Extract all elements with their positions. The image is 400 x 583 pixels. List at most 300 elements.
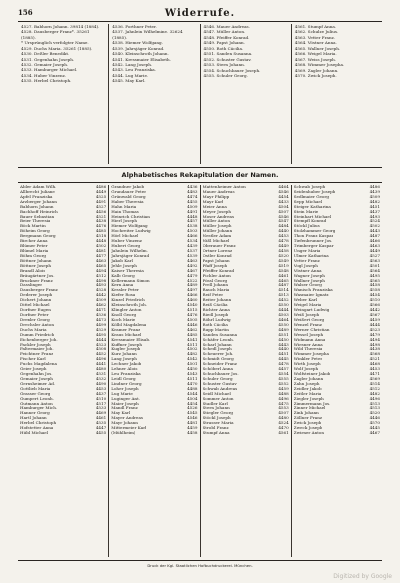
index-number: 4540 [187, 302, 198, 308]
index-name: Dorfner Peter [20, 312, 49, 317]
index-name: Koch Marie [111, 317, 136, 322]
index-name: Wiesner Anna [293, 342, 323, 347]
index-name: Ziegler Joseph [293, 396, 324, 401]
index-number: 4457 [187, 218, 198, 224]
index-number: 4535 [95, 420, 107, 426]
index-name: Böttner Johann [20, 258, 52, 263]
index-number: 4460 [187, 297, 198, 303]
index-name: Kellermann Simon [111, 278, 150, 283]
index-number: 4456 [95, 208, 107, 214]
widerruf-entry: 4530. Deßler Benedikt. [21, 51, 70, 57]
index-number: 4476 [187, 311, 198, 317]
widerruf-entry: 4564. Vöstner Anna. [294, 40, 337, 46]
index-name: Hubert Georg [111, 244, 141, 249]
index-number: 4533 [95, 405, 107, 411]
index-name: Blümel Maria [20, 248, 49, 253]
index-number: 4480 [278, 415, 289, 421]
index-number: 4481 [187, 420, 198, 426]
index-name: Stöckl Julius [293, 224, 320, 229]
index-name: Lug Marie [111, 391, 133, 396]
index-name: Nißl Michael [202, 239, 230, 244]
index-number: 4471 [369, 371, 380, 377]
index-name: Schuchbauer Jos. [202, 372, 239, 377]
index-name: Kleinschroth Joh. [111, 303, 148, 308]
index-name: Kraus Michael [111, 332, 142, 337]
index-name: Allbrecht Juliane [20, 189, 55, 194]
index-name: Gottlieb Maria [20, 386, 51, 391]
index-number: 4444 [369, 321, 380, 327]
index-name: Klingler Anton [111, 308, 142, 313]
index-number: 4567 [369, 311, 380, 317]
widerruf-entry: 4537. Jahnlein Wilhelmine. 32624 (1885). [112, 29, 183, 40]
index-number: 4482 [369, 390, 380, 396]
index-name: Hörl Michael [111, 234, 139, 239]
index-name: Hiemer Wolfgang [111, 224, 148, 229]
index-name: Lehner Alois [111, 367, 138, 372]
index-name: Herbel Christoph [20, 421, 57, 426]
index-name: Papst Johann [202, 258, 230, 263]
index-name: Kressmaier Elisab. [111, 337, 151, 342]
index-number: 4443 [278, 341, 289, 347]
index-name: Weber Karl [293, 298, 318, 303]
index-name: Böhm Georg [20, 253, 47, 258]
index-row [203, 431, 289, 436]
index-name: Seidenhuber Joseph [293, 189, 336, 194]
index-row [111, 431, 197, 436]
index-number: 4539 [187, 252, 198, 258]
index-number: 4484 [278, 223, 289, 229]
index-number: 4511 [187, 375, 198, 381]
widerruf-entry: 4568. Wimmer Josepha. [294, 62, 345, 68]
index-name: Leu Franziska [111, 372, 141, 377]
index-name: Fackler Joseph [20, 342, 51, 347]
index-number: 4453 [369, 366, 380, 372]
index-name: Drexler Georg [20, 317, 50, 322]
widerruf-entry: 4533. Hamburger Michael. [21, 67, 78, 73]
index-name: Mattenheimer Anton [202, 185, 246, 189]
widerrufe-column [109, 24, 200, 164]
index-number: 4440 [278, 228, 289, 234]
index-name: Rupp Martin [202, 327, 229, 332]
section-rule-top [18, 167, 382, 168]
index-name: Wessel Joseph [293, 332, 324, 337]
index-name: Zagler Johann [293, 376, 324, 381]
index-number: 4491 [187, 208, 198, 214]
index-number: 4455 [187, 198, 198, 204]
index-number: 4524 [278, 420, 289, 426]
widerruf-entry: 4570. Zwick Joseph. [294, 73, 337, 79]
index-name: Stadler Karl [202, 401, 228, 406]
index-name: (Mühlheim) [111, 431, 136, 436]
index-name: Riedl Joseph [202, 312, 229, 317]
index-row [294, 431, 380, 436]
index-number: 4458 [187, 430, 198, 436]
index-number: 4478 [278, 238, 289, 244]
index-name: Richter Anna [202, 308, 230, 313]
index-name: Strasser Maria [202, 421, 234, 426]
widerruf-entry: 4529. Duchs Maria. 35261 (1885). [21, 45, 93, 51]
widerruf-entry: 4566. Weigel Maria. [294, 51, 337, 57]
index-number: 4520 [278, 252, 289, 258]
index-number: 4528 [95, 287, 107, 293]
index-name: Beier Theresia [20, 219, 51, 224]
widerruf-entry: 4543. Leu Franziska. [112, 67, 157, 73]
index-name: Trimberger Kaspar [293, 244, 334, 249]
index-number: 4448 [187, 213, 198, 219]
index-name: Gernsheimer Ad. [20, 381, 56, 386]
index-number: 4526 [187, 405, 198, 411]
index-number: 4517 [95, 400, 107, 406]
index-name: Kramer Franz [111, 327, 141, 332]
index-name: Gemaier Joseph [20, 376, 53, 381]
index-number: 4510 [369, 297, 380, 303]
index-name: Kugler Joseph [111, 347, 141, 352]
index-name: Steiger Katharina [293, 204, 331, 209]
index-number: 4465 [278, 277, 289, 283]
widerruf-entry: 4539. Jahrsjäger Konrad. [112, 45, 165, 51]
index-number: 4493 [95, 282, 107, 288]
widerruf-entry: 4561. Stumpf Anna. [294, 24, 337, 29]
index-name: Pichler Anton [202, 273, 231, 278]
index-name: Reiß Cäcilia [202, 303, 228, 308]
index-name: Jakob Karl [111, 258, 133, 263]
index-name: Maier Joseph [111, 401, 139, 406]
index-number: 4553 [278, 405, 289, 411]
index-name: Wolf Joseph [293, 367, 319, 372]
index-number: 4511 [187, 341, 198, 347]
index-name: Pössl Georg [202, 278, 228, 283]
index-number: 4450 [187, 366, 198, 372]
widerruf-entry: 4549. Papst Johann. [203, 40, 245, 46]
index-number: 4482 [369, 198, 380, 204]
index-number: 4469 [95, 410, 107, 416]
index-name: Faltermaier Joh. [20, 347, 54, 352]
index-number: 4521 [369, 356, 380, 362]
index-name: Duchs Maria [20, 327, 47, 332]
index-number: 4445 [369, 425, 380, 431]
index-number: 4458 [278, 247, 289, 253]
index-number: 4462 [187, 326, 198, 332]
index-number: 4514 [278, 287, 289, 293]
index-number: 4451 [278, 351, 289, 357]
index-number: 4544 [187, 390, 198, 396]
index-name: Reiter Johann [202, 298, 232, 303]
index-name: Röhrl Ludwig [202, 317, 231, 322]
widerruf-entry: 4565. Wallner Joseph. [294, 45, 341, 51]
index-number: 4454 [369, 292, 380, 298]
index-number: 4527 [369, 252, 380, 258]
index-number: 4521 [95, 213, 107, 219]
index-number: 4492 [187, 262, 198, 268]
widerruf-entry: 4555. Schuler Georg. [203, 73, 248, 79]
index-name: Sedlmaier Georg [293, 194, 329, 199]
index-number: 4509 [187, 203, 198, 209]
index-name: Hofstetter Anna [20, 426, 54, 431]
index-name: Heinrich Christian [111, 214, 150, 219]
index-name: Kern Anna [111, 283, 134, 288]
index-number: 4476 [95, 223, 107, 229]
index-number: 4459 [278, 385, 289, 391]
index-number: 4461 [95, 415, 107, 421]
index-name: Roth Cäcilia [202, 322, 228, 327]
index-number: 4448 [95, 238, 107, 244]
index-name: Widmann Anna [293, 337, 326, 342]
index-name: Mittermeier Karl [111, 426, 147, 431]
index-name: Hain Thomas [111, 209, 139, 214]
index-name: Hahn Maria [111, 204, 137, 209]
index-name: Feichtner Franz [20, 352, 54, 357]
index-number: 4452 [95, 351, 107, 357]
index-number: 4513 [369, 400, 380, 406]
index-number: 4494 [95, 267, 107, 273]
index-number: 4443 [369, 228, 380, 234]
index-name: Zimmermann Jos. [293, 401, 331, 406]
index-number: 4486 [95, 185, 107, 189]
widerruf-entry: 4544. Lug Marie. [112, 72, 149, 78]
index-number: 4502 [95, 243, 107, 249]
index-name: Müller Johann [202, 229, 233, 234]
index-number: 4534 [187, 238, 198, 244]
index-number: 4487 [369, 233, 380, 239]
index-column [201, 185, 292, 557]
index-number: 4461 [278, 272, 289, 278]
index-name: Zeidler Jakob [293, 386, 322, 391]
index-number: 4509 [369, 193, 380, 199]
index-name: Bergmann Georg [20, 234, 56, 239]
index-name: Weiß Joseph [293, 312, 320, 317]
index-number: 4467 [369, 430, 380, 436]
index-number: 4462 [95, 302, 107, 308]
index-name: Müller Anton [202, 219, 230, 224]
index-name: Kölbl Magdalena [111, 322, 147, 327]
index-name: Ortner Lorenz [202, 248, 233, 253]
index-number: 4538 [187, 223, 198, 229]
index-name: Luginger Ant. [111, 396, 141, 401]
index-number: 4450 [278, 336, 289, 342]
index-number: 4499 [95, 321, 107, 327]
index-number: 4503 [278, 311, 289, 317]
index-name: Werner Christian [293, 327, 330, 332]
index-number: 4454 [187, 400, 198, 406]
index-number: 4446 [369, 415, 380, 421]
index-number: 4501 [187, 361, 198, 367]
index-number: 4459 [187, 425, 198, 431]
index-number: 4453 [278, 233, 289, 239]
index-name: Lindner Georg [111, 381, 142, 386]
index-name: Sanden Susanna [202, 332, 238, 337]
index-name: Rauch Maria [202, 288, 230, 293]
widerruf-entry: 4569. Zagler Johann. [294, 67, 339, 73]
page-number: 156 [18, 8, 33, 17]
index-number: 4545 [187, 410, 198, 416]
index-name: Dumm Friedrich [20, 332, 55, 337]
index-number: 4568 [369, 351, 380, 357]
index-name: Huber Vinzenz [111, 239, 142, 244]
index-column [109, 185, 200, 557]
index-name: Fuchs Magdalena [20, 362, 57, 367]
index-name: Zwirner Anton [293, 431, 325, 436]
index-number: 4537 [187, 247, 198, 253]
header-rule [18, 21, 382, 22]
widerruf-entry: 4538. Hiemer Wolfgang. [112, 40, 163, 46]
index-number: 4442 [369, 307, 380, 313]
index-number: 4505 [187, 316, 198, 322]
index-name: Bauer Sebastian [20, 214, 55, 219]
index-name: Müller Joseph [202, 224, 232, 229]
index-name: Eichenberger Joh. [20, 337, 58, 342]
index-number: 4459 [369, 316, 380, 322]
index-number: 4546 [278, 188, 289, 194]
index-name: Fischer Karl [20, 357, 46, 362]
widerruf-entry: 4528. Dausberger Franz*. 35261 (1885). [21, 29, 90, 40]
index-name: Grasser Georg [20, 391, 51, 396]
index-number: 4532 [95, 375, 107, 381]
index-number: 4496 [278, 395, 289, 401]
footer-rule [18, 560, 382, 561]
index-number: 4525 [95, 193, 107, 199]
index-name: Wimmer Josepha [293, 352, 329, 357]
index-number: 4518 [95, 233, 107, 239]
index-name: Stein Marie [293, 209, 319, 214]
index-number: 4474 [187, 193, 198, 199]
index-number: 4447 [95, 425, 107, 431]
widerrufe-column [201, 24, 292, 164]
index-number: 4494 [369, 336, 380, 342]
index-number: 4569 [369, 375, 380, 381]
index-name: Schäfer Leonh. [202, 337, 235, 342]
index-number: 4523 [95, 341, 107, 347]
index-number: 4524 [369, 218, 380, 224]
index-number: 4470 [278, 425, 289, 431]
index-number: 4497 [187, 287, 198, 293]
index-name: Leidl Georg [111, 376, 136, 381]
index-number: 4477 [95, 252, 107, 258]
index-number: 4552 [278, 380, 289, 386]
index-name: Dichert Johann [20, 298, 52, 303]
index-number: 4446 [187, 321, 198, 327]
index-name: Mayr Karl [202, 199, 224, 204]
index-number: 4548 [278, 267, 289, 273]
index-number: 4498 [95, 277, 107, 283]
index-name: Wirth Joseph [293, 362, 321, 367]
index-number: 4441 [95, 361, 107, 367]
index-number: 4501 [369, 262, 380, 268]
widerruf-entry: 4563. Vetter Franz. [294, 34, 336, 40]
index-number: 4466 [187, 292, 198, 298]
index-number: 4488 [187, 385, 198, 391]
index-name: Mayr Johann [111, 421, 138, 426]
index-number: 4570 [369, 420, 380, 426]
widerruf-entry: 4541. Kressmaier Elisabeth. [112, 56, 171, 62]
index-name: Grünwald Georg [111, 194, 146, 199]
index-number: 4467 [187, 267, 198, 273]
index-name: Schwab Andreas [202, 386, 238, 391]
index-number: 4458 [369, 282, 380, 288]
index-name: Zinner Michael [293, 406, 326, 411]
index-name: Strobl Franz [202, 426, 229, 431]
index-number: 4536 [95, 311, 107, 317]
index-name: Reif Peter [202, 293, 224, 298]
widerruf-entry: 4547. Müller Anton. [203, 29, 246, 35]
index-name: Schneider Franz [202, 362, 237, 367]
index-number: 4433 [278, 198, 289, 204]
index-name: Weigel Maria [293, 303, 322, 308]
widerruf-entry: 4551. Sanden Susanna. [203, 51, 253, 57]
widerruf-entry: 4553. Stern Johann. [203, 62, 246, 68]
index-number: 4439 [369, 188, 380, 194]
index-number: 4495 [95, 331, 107, 337]
index-name: Geier Joseph [20, 367, 47, 372]
index-number: 4541 [187, 336, 198, 342]
index-name: Schwab Joseph [293, 185, 326, 189]
index-number: 4463 [187, 257, 198, 263]
index-number: 4478 [278, 361, 289, 367]
index-name: Jahnlein Wilhelm. [111, 248, 148, 253]
index-name: Kaiser Theresia [111, 268, 144, 273]
index-name: Mauer Andreas [202, 189, 235, 194]
index-title: Alphabetisches Rekapitulation der Namen. [121, 171, 279, 179]
index-name: Schmidt Georg [202, 357, 234, 362]
index-name: Sepp Michael [293, 199, 323, 204]
index-number: 4440 [278, 346, 289, 352]
index-number: 4566 [369, 302, 380, 308]
index-number: 4565 [369, 277, 380, 283]
index-number: 4491 [95, 198, 107, 204]
index-name: Stöckl Joseph [202, 416, 231, 421]
index-name: Pfeiffer Konrad [202, 268, 235, 273]
index-number: 4547 [278, 218, 289, 224]
index-column [18, 185, 109, 557]
index-name: Oberauer Franz [202, 244, 236, 249]
index-number: 4463 [95, 257, 107, 263]
index-name: Loher Joseph [111, 386, 139, 391]
digitization-watermark: Digitized by Google [333, 573, 392, 580]
index-row [20, 431, 106, 436]
index-name: Meyer Joseph [202, 209, 231, 214]
index-name: Scharl Johann [202, 342, 232, 347]
index-number: 4442 [95, 292, 107, 298]
widerruf-entry: 4552. Schuster Gustav. [203, 56, 252, 62]
index-name: Schedl Joseph [202, 347, 232, 352]
index-name: Stumpf Anna [202, 431, 230, 436]
index-number: 4485 [187, 331, 198, 337]
index-name: Mandl Franz [111, 406, 138, 411]
index-name: Böttner Joseph [20, 263, 51, 268]
index-name: Mayer Andreas [111, 416, 144, 421]
index-number: 4489 [187, 282, 198, 288]
index-number: 4561 [278, 430, 289, 436]
index-name: Gumpert Leonh. [20, 396, 54, 401]
page-title: Widerrufe. [164, 8, 236, 19]
index-number: 4555 [278, 375, 289, 381]
index-number: 4449 [278, 243, 289, 249]
index-name: Pfaff Joseph [202, 263, 228, 268]
index-name: Blümer Peter [20, 244, 48, 249]
index-name: Jahrsjäger Konrad [111, 253, 150, 258]
section-rule-bottom [18, 182, 382, 183]
index-name: Bachhoff Heinrich [20, 209, 58, 214]
index-name: Hierl Joseph [111, 219, 138, 224]
index-name: Arzberger Johann [20, 199, 57, 204]
index-name: Dorfner Eugen [20, 308, 51, 313]
index-number: 4523 [369, 326, 380, 332]
index-name: Dederer Joseph [20, 293, 53, 298]
index-name: Wolfsteiner Jakob [293, 372, 331, 377]
widerruf-entry: 4546. Mauer Andreas. [203, 24, 250, 29]
index-name: Knoll Georg [111, 312, 137, 317]
index-number: 4465 [95, 262, 107, 268]
index-name: Babhorn Johann [20, 204, 54, 209]
